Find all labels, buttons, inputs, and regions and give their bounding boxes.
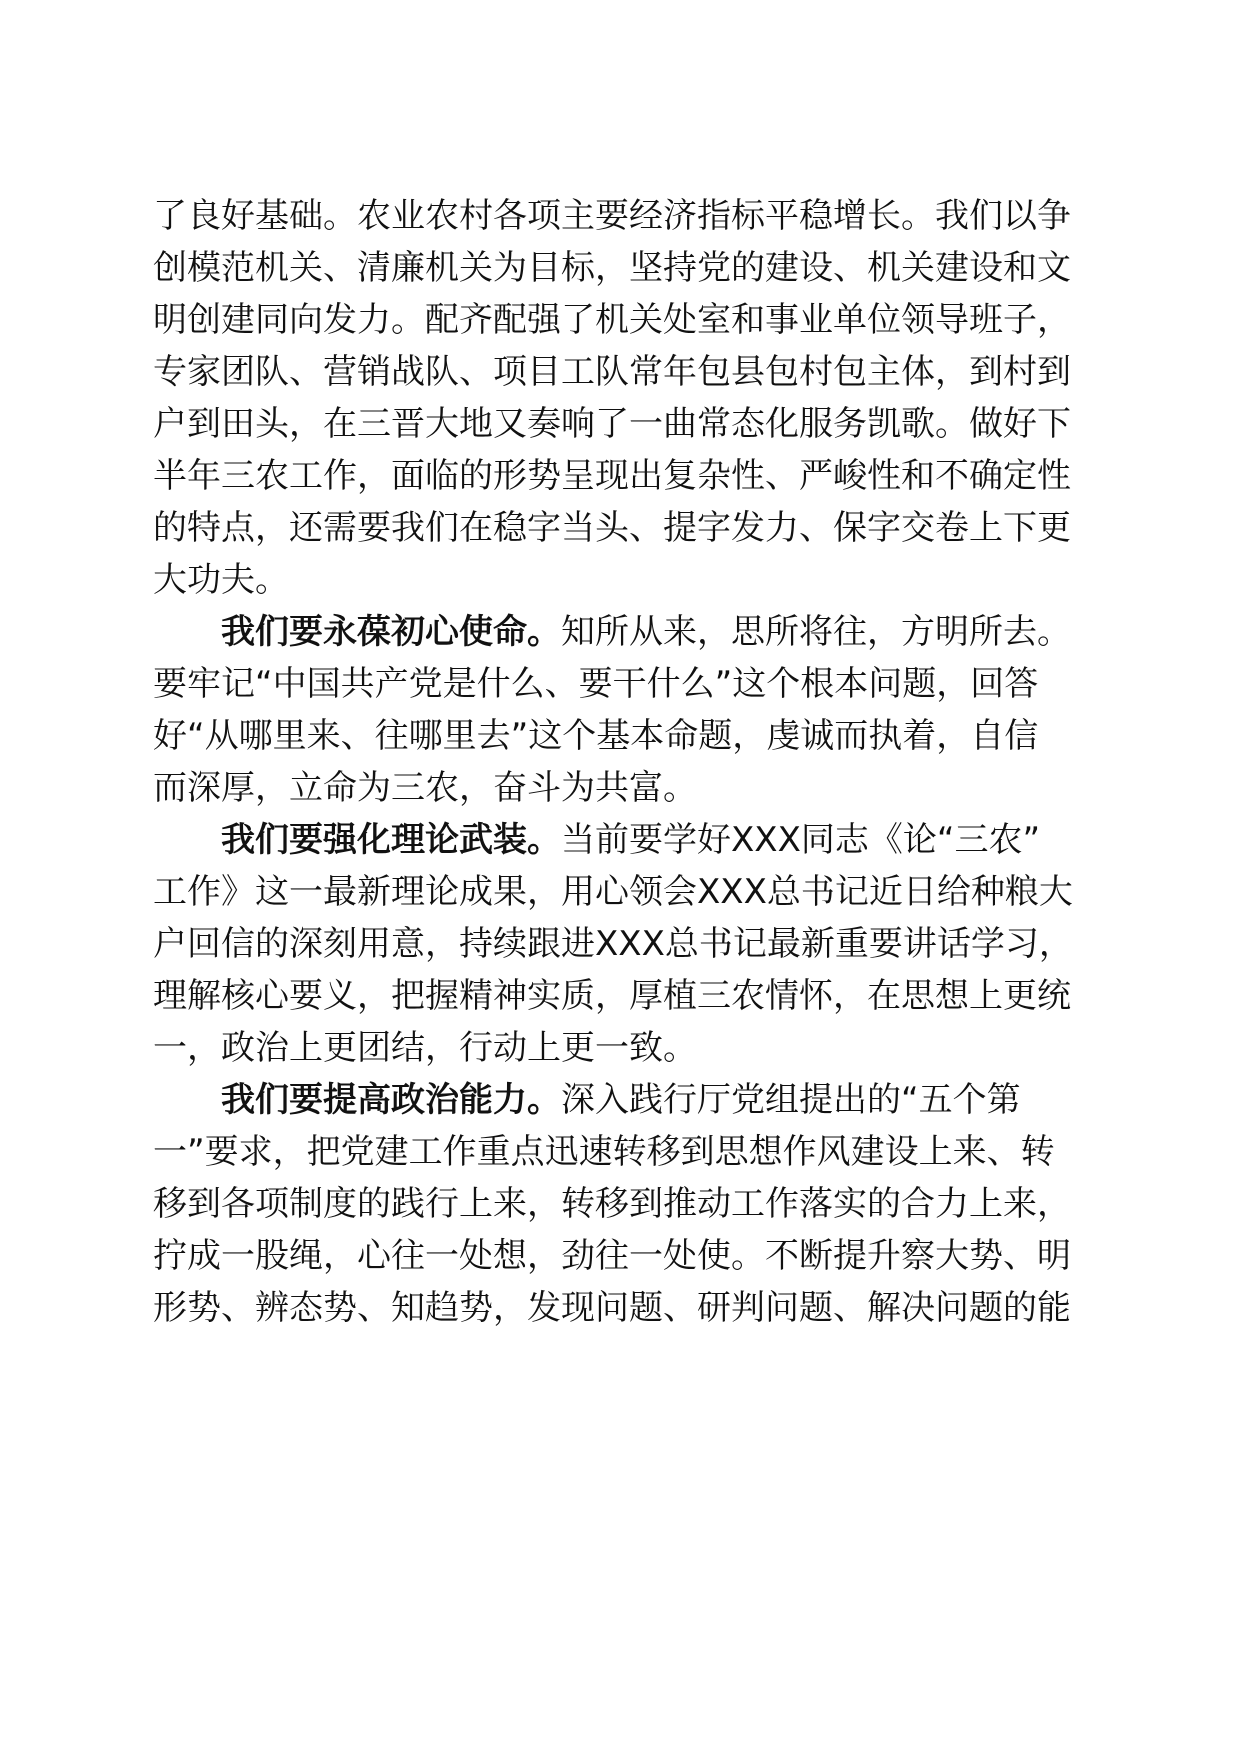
- text-line: 而深厚，立命为三农，奋斗为共富。: [153, 768, 697, 808]
- text-line: 半年三农工作，面临的形势呈现出复杂性、严峻性和不确定性: [153, 456, 1071, 496]
- text-line: 大功夫。: [153, 560, 289, 600]
- paragraph-heading-line: 我们要提高政治能力。深入践行厅党组提出的“五个第: [221, 1080, 1021, 1120]
- paragraph-heading-line: 我们要强化理论武装。当前要学好XXX同志《论“三农”: [221, 820, 1041, 860]
- text-line: 专家团队、营销战队、项目工队常年包县包村包主体，到村到: [153, 352, 1071, 392]
- text-line: 的特点，还需要我们在稳字当头、提字发力、保字交卷上下更: [153, 508, 1071, 548]
- text-line: 拧成一股绳，心往一处想，劲往一处使。不断提升察大势、明: [153, 1236, 1071, 1276]
- paragraph-heading: 我们要强化理论武装。: [221, 820, 561, 860]
- paragraph-heading: 我们要提高政治能力。: [221, 1080, 561, 1120]
- text-line: 要牢记“中国共产党是什么、要干什么”这个根本问题，回答: [153, 664, 1039, 704]
- text-line: 户到田头，在三晋大地又奏响了一曲常态化服务凯歌。做好下: [153, 404, 1071, 444]
- paragraph-heading: 我们要永葆初心使命。: [221, 612, 561, 652]
- text-line: 好“从哪里来、往哪里去”这个基本命题，虔诚而执着，自信: [153, 716, 1039, 756]
- text-line: 了良好基础。农业农村各项主要经济指标平稳增长。我们以争: [153, 196, 1071, 236]
- text-line: 理解核心要义，把握精神实质，厚植三农情怀，在思想上更统: [153, 976, 1071, 1016]
- text-line: 一，政治上更团结，行动上更一致。: [153, 1028, 697, 1068]
- text-line: 户回信的深刻用意，持续跟进XXX总书记最新重要讲话学习，: [153, 924, 1073, 964]
- text-line: 创模范机关、清廉机关为目标，坚持党的建设、机关建设和文: [153, 248, 1071, 288]
- text-line: 工作》这一最新理论成果，用心领会XXX总书记近日给种粮大: [153, 872, 1073, 912]
- text-line: 移到各项制度的践行上来，转移到推动工作落实的合力上来，: [153, 1184, 1071, 1224]
- text-line: 形势、辨态势、知趋势，发现问题、研判问题、解决问题的能: [153, 1288, 1071, 1328]
- paragraph-heading-line: 我们要永葆初心使命。知所从来，思所将往，方明所去。: [221, 612, 1071, 652]
- text-line: 明创建同向发力。配齐配强了机关处室和事业单位领导班子，: [153, 300, 1071, 340]
- text-line: 一”要求，把党建工作重点迅速转移到思想作风建设上来、转: [153, 1132, 1055, 1172]
